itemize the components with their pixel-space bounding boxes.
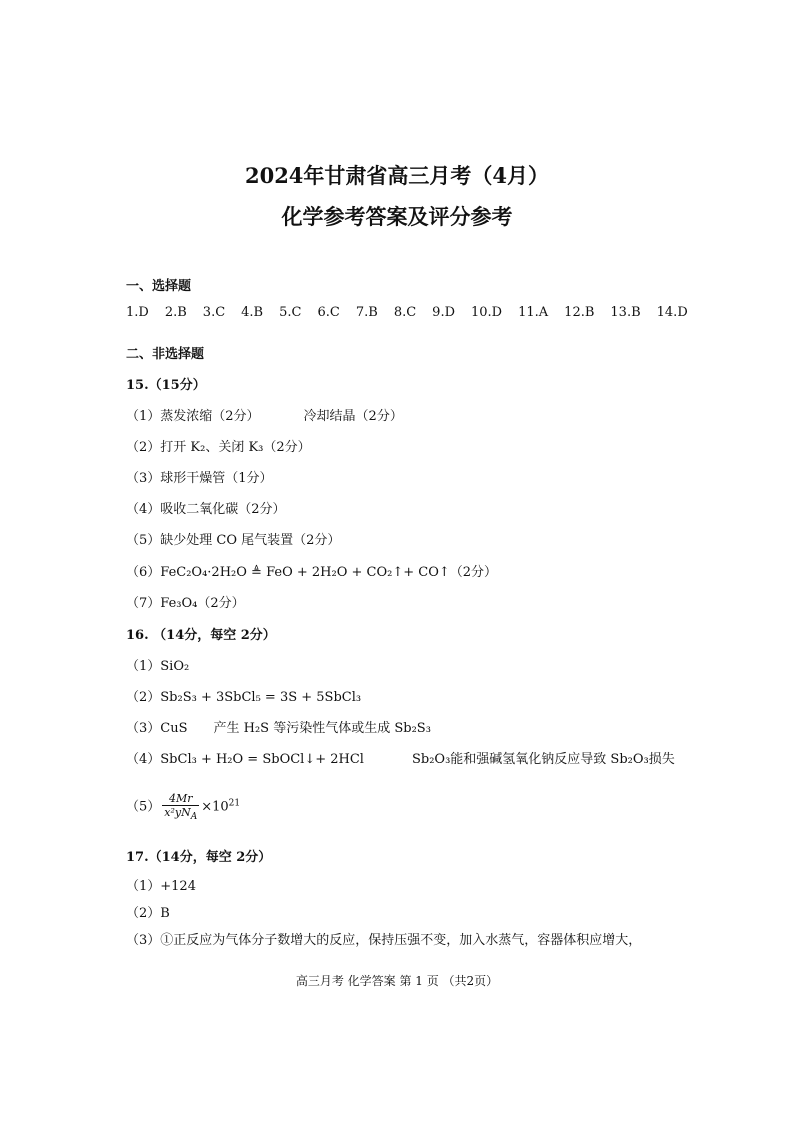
question-16-heading: 16. （14分，每空 2分） <box>126 628 276 643</box>
q15-line-6: （6）FeC₂O₄·2H₂O ≜ FeO + 2H₂O + CO₂↑+ CO↑（2分） <box>126 565 498 580</box>
q16-line-1: （1）SiO₂ <box>126 659 190 674</box>
q15-line-1 <box>126 405 403 424</box>
q17-line-1: （1）+124 <box>126 879 196 894</box>
page-subtitle: 化学参考答案及评分参考 <box>281 204 513 229</box>
denominator-text: x²yN <box>164 806 191 819</box>
q17-line-2: （2）B <box>126 906 170 921</box>
q16-line-3 <box>126 717 431 736</box>
q16-line-5 <box>126 792 240 822</box>
q17-line-3: （3）①正反应为气体分子数增大的反应，保持压强不变，加入水蒸气，容器体积应增大， <box>126 933 642 948</box>
q16-l3b: 产生 H₂S 等污染性气体或生成 Sb₂S₃ <box>213 721 431 736</box>
answer-row <box>126 305 704 320</box>
q15-line-4: （4）吸收二氧化碳（2分） <box>126 502 286 517</box>
q15-line-3: （3）球形干燥管（1分） <box>126 471 273 486</box>
answer-item: 3.C <box>202 305 226 320</box>
question-17-heading: 17.（14分，每空 2分） <box>126 850 272 865</box>
section-heading-choice: 一、选择题 <box>126 279 192 294</box>
q15-l1b: 冷却结晶（2分） <box>303 409 403 424</box>
q15-l1a: （1）蒸发浓缩（2分） <box>126 409 260 424</box>
answer-item: 12.B <box>564 305 595 320</box>
q16-line-2: （2）Sb₂S₃ + 3SbCl₅ = 3S + 5SbCl₃ <box>126 690 362 705</box>
page-footer: 高三月考 化学答案 第 1 页 （共2页） <box>295 974 499 988</box>
answer-item: 7.B <box>355 305 378 320</box>
q16-l4b: Sb₂O₃能和强碱氢氧化钠反应导致 Sb₂O₃损失 <box>411 752 675 767</box>
q16-l5-prefix: （5） <box>126 799 161 815</box>
fraction-numerator: 4Mr <box>162 792 199 806</box>
q15-line-2: （2）打开 K₂、关闭 K₃（2分） <box>126 440 311 455</box>
answer-item: 10.D <box>471 305 503 320</box>
multiplier: ×10 <box>201 799 229 815</box>
answer-item: 8.C <box>393 305 417 320</box>
q15-line-5: （5）缺少处理 CO 尾气装置（2分） <box>126 533 341 548</box>
q16-line-4 <box>126 748 675 767</box>
answer-item: 11.A <box>518 305 549 320</box>
q15-line-7: （7）Fe₃O₄（2分） <box>126 596 245 611</box>
denominator-subscript: A <box>190 812 198 823</box>
answer-item: 2.B <box>164 305 187 320</box>
q16-l3a: （3）CuS <box>126 721 188 736</box>
answer-item: 1.D <box>126 305 149 320</box>
answer-item: 9.D <box>432 305 455 320</box>
answer-item: 5.C <box>279 305 302 320</box>
question-15-heading: 15.（15分） <box>126 378 206 393</box>
answer-item: 4.B <box>241 305 264 320</box>
answer-item: 6.C <box>317 305 340 320</box>
answer-item: 13.B <box>610 305 641 320</box>
fraction-denominator <box>162 806 199 822</box>
exponent: 21 <box>228 798 241 809</box>
section-heading-nonchoice: 二、非选择题 <box>126 347 205 362</box>
answer-item: 14.D <box>656 305 688 320</box>
page-title: 2024年甘肃省高三月考（4月） <box>244 163 550 188</box>
formula-fraction <box>162 792 199 822</box>
q16-l4a: （4）SbCl₃ + H₂O = SbOCl↓+ 2HCl <box>126 752 364 767</box>
